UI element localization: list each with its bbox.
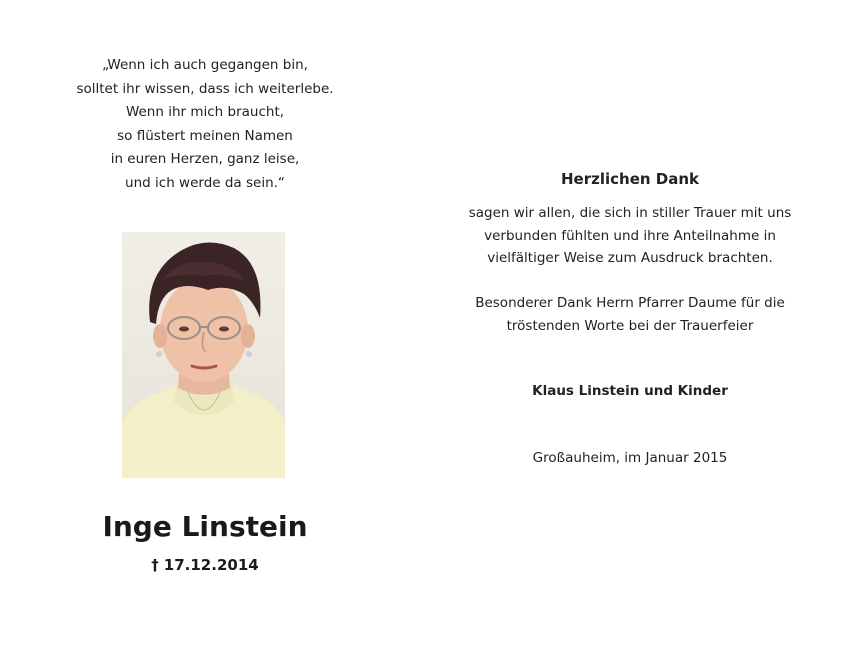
place-date: Großauheim, im Januar 2015 (532, 450, 728, 466)
poem-line: solltet ihr wissen, dass ich weiterlebe. (76, 80, 334, 97)
thanks-title: Herzlichen Dank (560, 170, 699, 188)
poem (60, 54, 350, 196)
poem-line: so flüstert meinen Namen (117, 127, 293, 144)
poem-line: in euren Herzen, ganz leise, (110, 151, 300, 168)
thanks-line: sagen wir allen, die sich in stiller Trauer mit uns (468, 205, 792, 221)
poem-line: „Wenn ich auch gegangen bin, (102, 57, 308, 73)
deceased-name: Inge Linstein (102, 510, 308, 543)
death-date-line (60, 556, 350, 574)
thanks-line: vielfältiger Weise zum Ausdruck brachten. (487, 250, 773, 266)
poem-line: Wenn ihr mich braucht, (125, 104, 285, 121)
cross-icon: † (151, 556, 159, 574)
special-thanks (440, 292, 820, 338)
portrait-photo (122, 232, 285, 478)
special-thanks-line: tröstenden Worte bei der Trauerfeier (506, 318, 754, 334)
portrait-illustration (122, 232, 285, 478)
death-date: 17.12.2014 (163, 556, 259, 574)
poem-line: und ich werde da sein.“ (125, 174, 285, 191)
special-thanks-line: Besonderer Dank Herrn Pfarrer Daume für die (475, 295, 785, 311)
signature-family: Klaus Linstein und Kinder (532, 383, 728, 399)
thanks-line: verbunden fühlten und ihre Anteilnahme in (484, 227, 776, 244)
thanks-body (440, 202, 820, 270)
